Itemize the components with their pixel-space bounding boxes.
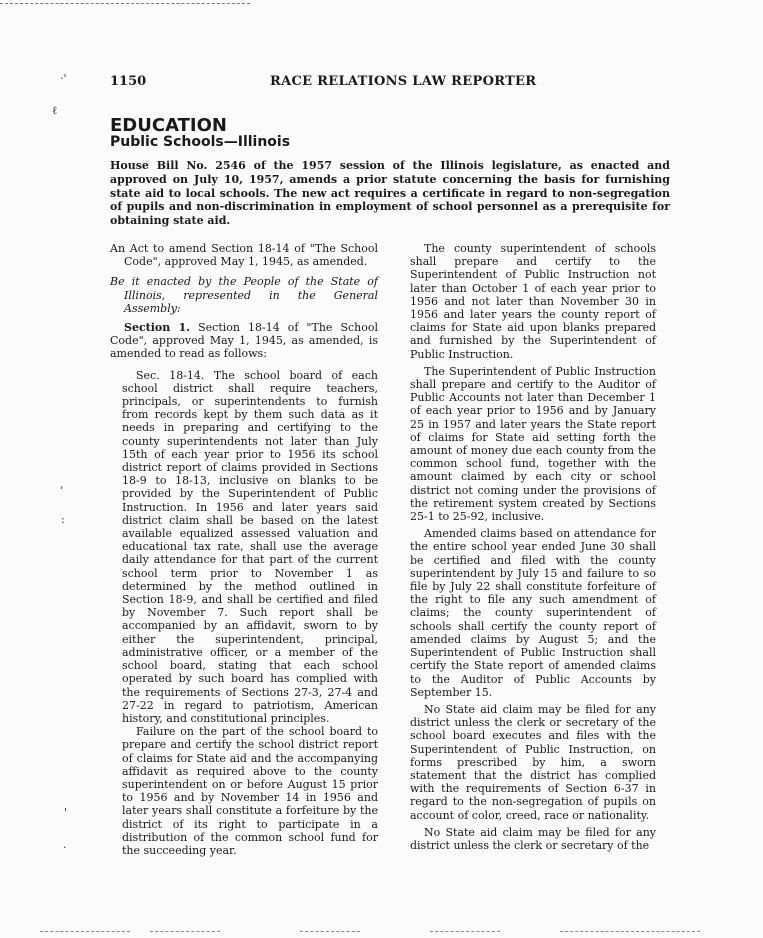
body-paragraph: Amended claims based on attendance for the entire school year ended June 30 shall be certified and filed with the county superintendent by July 15 and failure to so file by July 22 shall constitute forfeiture of the right to file any such amendment of claims; the county superintendent of schools shall certify the county report of amended claims by August 5; and the Superintendent of Public Instruction shall certify the State report of amended claims to the Auditor of Public Accounts by September 15.: [410, 527, 656, 699]
headnote-summary: House Bill No. 2546 of the 1957 session of the Illinois legislature, as enacted and approved on July 10, 1957, amends a prior statute concerning the basis for furnishing state aid to local schools. The new act requires a certificate in regard to non-segregation of pupils and non-discrimination in employment of school personnel as a prerequisite for obtaining state aid.: [110, 159, 670, 228]
margin-mark: ℓ: [52, 104, 58, 117]
bottom-edge-dashes: [150, 931, 220, 932]
enacting-clause: Be it enacted by the People of the State of Illinois, represented in the General Assembly:: [110, 275, 378, 315]
section-1-paragraph: [110, 321, 378, 361]
top-edge-dashes: [0, 3, 250, 4]
bottom-edge-dashes: [560, 931, 700, 932]
right-column: [410, 242, 656, 856]
margin-mark: ,: [60, 478, 64, 491]
quoted-paragraph: Sec. 18-14. The school board of each school district shall require teachers, principals, or superintendents to furnish from records kept by them such data as it needs in preparing and certifying to the county superintendents not later than July 15th of each year prior to 1956 its school district report of claims provided in Sections 18-9 to 18-13, inclusive on blanks to be provided by the Superintendent of Public Instruction. In 1956 and later years said district claim shall be based on the latest available equalized assessed valuation and educational tax rate, shall use the average daily attendance for that part of the current school term prior to November 1 as determined by the method outlined in Section 18-9, and shall be certified and filed by November 7. Such report shall be accompanied by an affidavit, sworn to by either the superintendent, principal, administrative officer, or a member of the school board, stating that each school operated by such board has complied with the requirements of Sections 27-3, 27-4 and 27-22 in regard to patriotism, American history, and constitutional principles.: [122, 368, 378, 725]
page-number: 1150: [110, 74, 147, 89]
body-paragraph: The Superintendent of Public Instruction shall prepare and certify to the Auditor of Public Accounts not later than December 1 of each year prior to 1956 and by January 25 in 1957 and later years the State report of claims for State aid setting forth the amount of money due each county from the common school fund, together with the amount claimed by each city or school district not coming under the provisions of the retirement system created by Sections 25-1 to 25-92, inclusive.: [410, 364, 656, 524]
margin-mark: ·: [63, 841, 67, 854]
margin-mark: ·': [60, 72, 67, 85]
quoted-paragraph: Failure on the part of the school board to prepare and certify the school district report of claims for State aid and the accompanying affidavit as required above to the county superintendent on or before August 15 prior to 1956 and by November 14 in 1956 and later years shall constitute a forfeiture by the district of its right to participate in a distribution of the common school fund for the succeeding year.: [122, 725, 378, 857]
section-label: Section 1.: [124, 321, 191, 335]
section-title: EDUCATION: [110, 115, 227, 136]
margin-mark: :: [61, 513, 65, 526]
act-title: An Act to amend Section 18-14 of "The School Code", approved May 1, 1945, as amended.: [110, 242, 378, 269]
bottom-edge-dashes: [430, 931, 500, 932]
body-paragraph: The county superintendent of schools shall prepare and certify to the Superintendent of Public Instruction not later than October 1 of each year prior to 1956 and not later than November 30 in 1956 and later years the county report of claims for State aid upon blanks prepared and furnished by the Superintendent of Public Instruction.: [410, 242, 656, 361]
section-text: Section 18-14 of "The School Code", approved May 1, 1945, as amended, is amended to read as follows:: [110, 321, 378, 361]
bottom-edge-dashes: [40, 931, 130, 932]
body-paragraph: No State aid claim may be filed for any district unless the clerk or secretary of the: [410, 825, 656, 852]
body-paragraph: No State aid claim may be filed for any district unless the clerk or secretary of the school board executes and files with the Superintendent of Public Instruction, on forms prescribed by him, a sworn statement that the district has complied with the requirements of Section 6-37 in regard to the non-segregation of pupils on account of color, creed, race or nationality.: [410, 702, 656, 822]
margin-mark: ': [64, 806, 68, 819]
running-head: RACE RELATIONS LAW REPORTER: [270, 74, 537, 89]
left-column: [110, 242, 378, 857]
section-subtitle: Public Schools—Illinois: [110, 134, 291, 150]
bottom-edge-dashes: [300, 931, 360, 932]
